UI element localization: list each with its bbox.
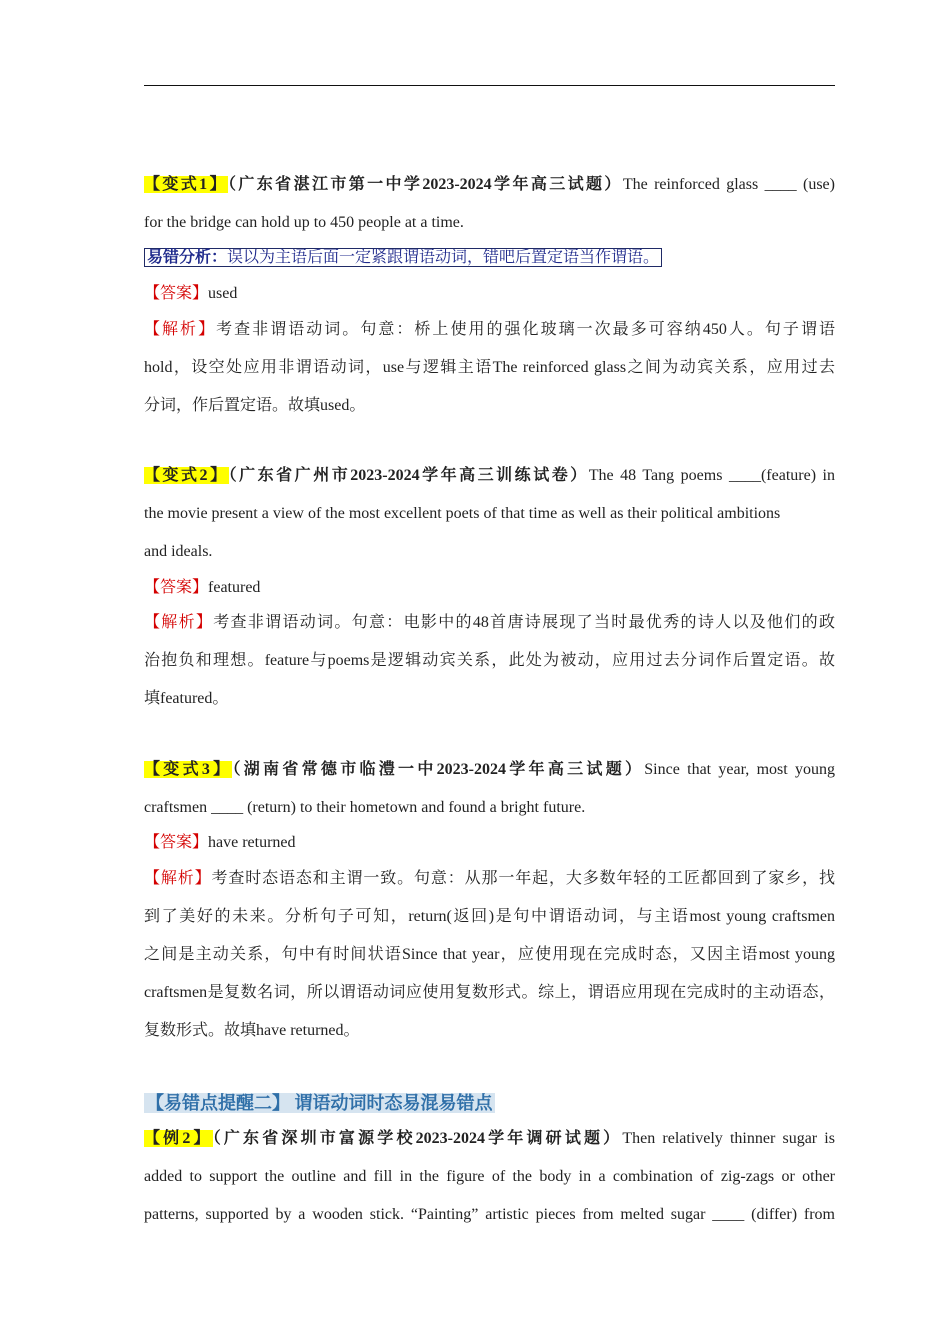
explanation-line: 填featured。: [144, 690, 229, 707]
explanation-line: 【解析】考查时态语态和主谓一致。句意：从那一年起，大多数年轻的工匠都回到了家乡，找: [144, 870, 835, 887]
question-text: added to support the outline and fill in the figure of the body in a combination of zig-zags or other: [144, 1168, 835, 1185]
section-heading: 【易错点提醒二】 谓语动词时态易混易错点: [146, 1093, 493, 1113]
explanation-line: 到了美好的未来。分析句子可知，return(返回)是句中谓语动词，与主语most young craftsmen: [144, 908, 835, 925]
explanation-label: 【解析】: [144, 870, 212, 887]
explanation-line: 之间是主动关系，句中有时间状语Since that year，应使用现在完成时态，又因主语most young: [144, 946, 835, 963]
explanation-line: craftsmen是复数名词，所以谓语动词应使用复数形式。综上，谓语应用现在完成时的主动语态，: [144, 984, 835, 1001]
question-text: Since that year, most young: [644, 761, 835, 778]
explanation-line: 分词，作后置定语。故填used。: [144, 397, 366, 414]
variant-tag: 【变式3】: [144, 761, 233, 778]
explanation-label: 【解析】: [144, 614, 214, 631]
variant-tag: 【变式2】: [144, 467, 229, 484]
question-text: patterns, supported by a wooden stick. “Painting” artistic pieces from melted sugar ____ (differ) from: [144, 1206, 835, 1223]
error-label: 易错分析：: [147, 249, 228, 266]
example-tag: 【例2】: [144, 1130, 213, 1147]
question-line: [144, 1129, 835, 1149]
question-text: craftsmen ____ (return) to their hometown and found a bright future.: [144, 799, 586, 816]
variant-tag: 【变式1】: [144, 176, 228, 193]
question-line: [144, 760, 835, 780]
source: （湖南省常德市临澧一中2023-2024学年高三试题）: [232, 761, 645, 778]
explanation-line: hold，设空处应用非谓语动词，use与逻辑主语The reinforced glass之间为动宾关系，应用过去: [144, 359, 835, 376]
answer: [144, 578, 260, 598]
answer: [144, 284, 237, 304]
question-text: The reinforced glass ____ (use): [622, 176, 835, 193]
answer-value: used: [208, 285, 238, 302]
answer: [144, 833, 296, 853]
explanation-line: 复数形式。故填have returned。: [144, 1022, 360, 1039]
question-text: The 48 Tang poems ____(feature) in: [588, 467, 835, 484]
explanation-line: 治抱负和理想。feature与poems是逻辑动宾关系，此处为被动，应用过去分词作后置定语。故: [144, 652, 835, 669]
source: （广东省广州市2023-2024学年高三训练试卷）: [228, 467, 589, 484]
question-text: the movie present a view of the most excellent poets of that time as well as their political ambitions: [144, 505, 781, 522]
source: （广东省湛江市第一中学2023-2024学年高三试题）: [227, 176, 623, 193]
error-text: 误以为主语后面一定紧跟谓语动词，错吧后置定语当作谓语。: [227, 249, 660, 266]
question-text: for the bridge can hold up to 450 people at a time.: [144, 214, 464, 231]
question-line: [144, 466, 835, 486]
question-line: [144, 175, 835, 195]
answer-value: featured: [208, 579, 261, 596]
explanation-label: 【解析】: [144, 321, 217, 338]
answer-label: 【答案】: [144, 285, 209, 302]
header-rule: [144, 85, 835, 86]
question-text: and ideals.: [144, 543, 213, 560]
question-text: Then relatively thinner sugar is: [622, 1130, 835, 1147]
error-analysis: [144, 248, 662, 268]
source: （广东省深圳市富源学校2023-2024学年调研试题）: [212, 1130, 623, 1147]
answer-label: 【答案】: [144, 579, 209, 596]
explanation-line: 【解析】考查非谓语动词。句意：电影中的48首唐诗展现了当时最优秀的诗人以及他们的政: [144, 614, 835, 631]
answer-value: have returned: [208, 834, 296, 851]
answer-label: 【答案】: [144, 834, 209, 851]
explanation-line: 【解析】考查非谓语动词。句意：桥上使用的强化玻璃一次最多可容纳450人。句子谓语: [144, 321, 835, 338]
